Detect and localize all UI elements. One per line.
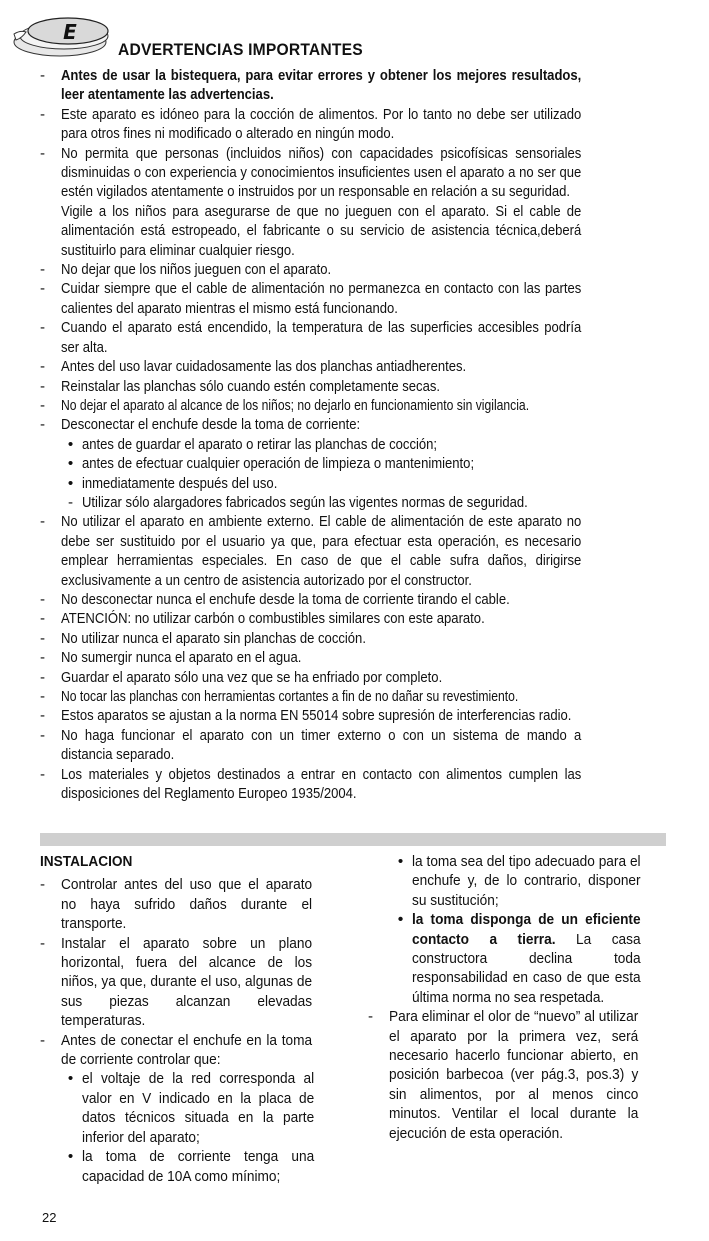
list-item-continuation: Vigile a los niños para asegurarse de que no jueguen con el aparato. Si el cable de alimentación está estropeado, el fabricante o su servicio de asistencia técnica,deberá sustituirlo para eliminar cualquier riesgo. [61,202,582,259]
list-item: - No permita que personas (incluidos niños) con capacidades psicofísicas sensoriales disminuidas o con experiencia y conocimientos insuficientes usen el aparato a no ser que estén vigilados atentamente o instruidos por un responsable en relación a su seguridad. [40,144,582,201]
sub-list-item: • la toma de corriente tenga una capacidad de 10A como mínimo; [67,1148,315,1185]
list-item: - Guardar el aparato sólo una vez que se ha enfriado por completo. [40,668,443,686]
sub-list-item: - Utilizar sólo alargadores fabricados según las vigentes normas de seguridad. [67,493,528,511]
list-item: - No tocar las planchas con herramientas cortantes a fin de no dañar su revestimiento. [40,688,519,705]
list-item: - No dejar que los niños jueguen con el aparato. [40,261,332,279]
sub-list-item: • la toma disponga de un eficiente contacto a tierra. La casa constructora declina toda responsabilidad en caso de que esta última norma no sea respetada. [397,911,641,1006]
list-item: - Controlar antes del uso que el aparato no haya sufrido daños durante el transporte. [40,876,313,933]
list-item: - No dejar el aparato al alcance de los niños; no dejarlo en funcionamiento sin vigilancia. [40,396,530,414]
list-item: - Cuidar siempre que el cable de alimentación no permanezca en contacto con las partes calientes del aparato mientras el mismo está funcionando. [40,280,582,317]
list-item: - Reinstalar las planchas sólo cuando estén completamente secas. [40,377,441,395]
language-badge-logo [10,12,115,62]
list-item: - Antes del uso lavar cuidadosamente las dos planchas antiadherentes. [40,358,467,376]
list-item: - No utilizar el aparato en ambiente externo. El cable de alimentación de este aparato no debe ser sustituido por el usuario ya que, para efectuar esta operación, es necesario emplear herramientas especiales. En caso de que el cable sufra daños, dirigirse exclusivamente a un centro de asistencia autorizado por el constructor. [40,513,582,589]
bold-instruction: la toma disponga de un eficiente contacto a tierra. [412,911,641,948]
list-item: - Antes de conectar el enchufe en la toma de corriente controlar que: [40,1031,313,1069]
install-left-column [40,852,340,1186]
list-item: - Cuando el aparato está encendido, la temperatura de las superficies accesibles podría ser alta. [40,319,582,356]
list-item: - Este aparato es idóneo para la cocción de alimentos. Por lo tanto no debe ser utilizado para otros fines ni modificado o alterado en ningún modo. [40,105,582,143]
list-item: - Estos aparatos se ajustan a la norma EN 55014 sobre supresión de interferencias radio. [40,707,572,725]
page-title: ADVERTENCIAS IMPORTANTES [118,40,363,59]
list-item: - Para eliminar el olor de “nuevo” al utilizar el aparato por la primera vez, será necesario hacerlo funcionar abierto, en posición barbecoa (ver pág.3, pos.3) y sin alimentos, por al menos cinco minutos. Ventilar el local durante la ejecución de esta operación. [368,1008,639,1142]
instruction-note: La casa constructora declina toda responsabilidad en caso de que esta última norma no sea respetada. [412,930,641,1006]
list-item: - No desconectar nunca el enchufe desde la toma de corriente tirando el cable. [40,590,510,608]
warnings-list [40,66,666,803]
sub-list-item: • inmediatamente después del uso. [67,474,278,492]
list-item: - Instalar el aparato sobre un plano horizontal, fuera del alcance de los niños, ya que, durante el uso, algunas de sus piezas alcanzan elevadas temperaturas. [40,934,313,1030]
install-right-column [368,852,666,1143]
list-item: - No sumergir nunca el aparato en el agua. [40,649,302,667]
list-item: - No haga funcionar el aparato con un timer externo o con un sistema de mando a distancia separado. [40,726,582,764]
section-divider [40,833,666,846]
sub-list-item: • el voltaje de la red corresponda al valor en V indicado en la placa de datos técnicos situada en la parte inferior del aparato; [67,1070,315,1146]
sub-list-item: • antes de efectuar cualquier operación de limpieza o mantenimiento; [67,455,475,473]
sub-list-item: • la toma sea del tipo adecuado para el enchufe y, de lo contrario, disponer su sustitución; [397,853,641,909]
section-heading: INSTALACION [40,853,133,870]
sub-list-item: • antes de guardar el aparato o retirar las planchas de cocción; [67,435,438,453]
list-item: - No utilizar nunca el aparato sin planchas de cocción. [40,629,366,647]
page-number: 22 [42,1210,57,1225]
language-letter: E [63,20,77,44]
list-item: - Desconectar el enchufe desde la toma de corriente: [40,416,361,434]
list-item: - Los materiales y objetos destinados a entrar en contacto con alimentos cumplen las disposiciones del Reglamento Europeo 1935/2004. [40,765,582,803]
list-item: - Antes de usar la bistequera, para evitar errores y obtener los mejores resultados, leer atentamente las advertencias. [40,67,582,104]
list-item: - ATENCIÓN: no utilizar carbón o combustibles similares con este aparato. [40,610,485,628]
